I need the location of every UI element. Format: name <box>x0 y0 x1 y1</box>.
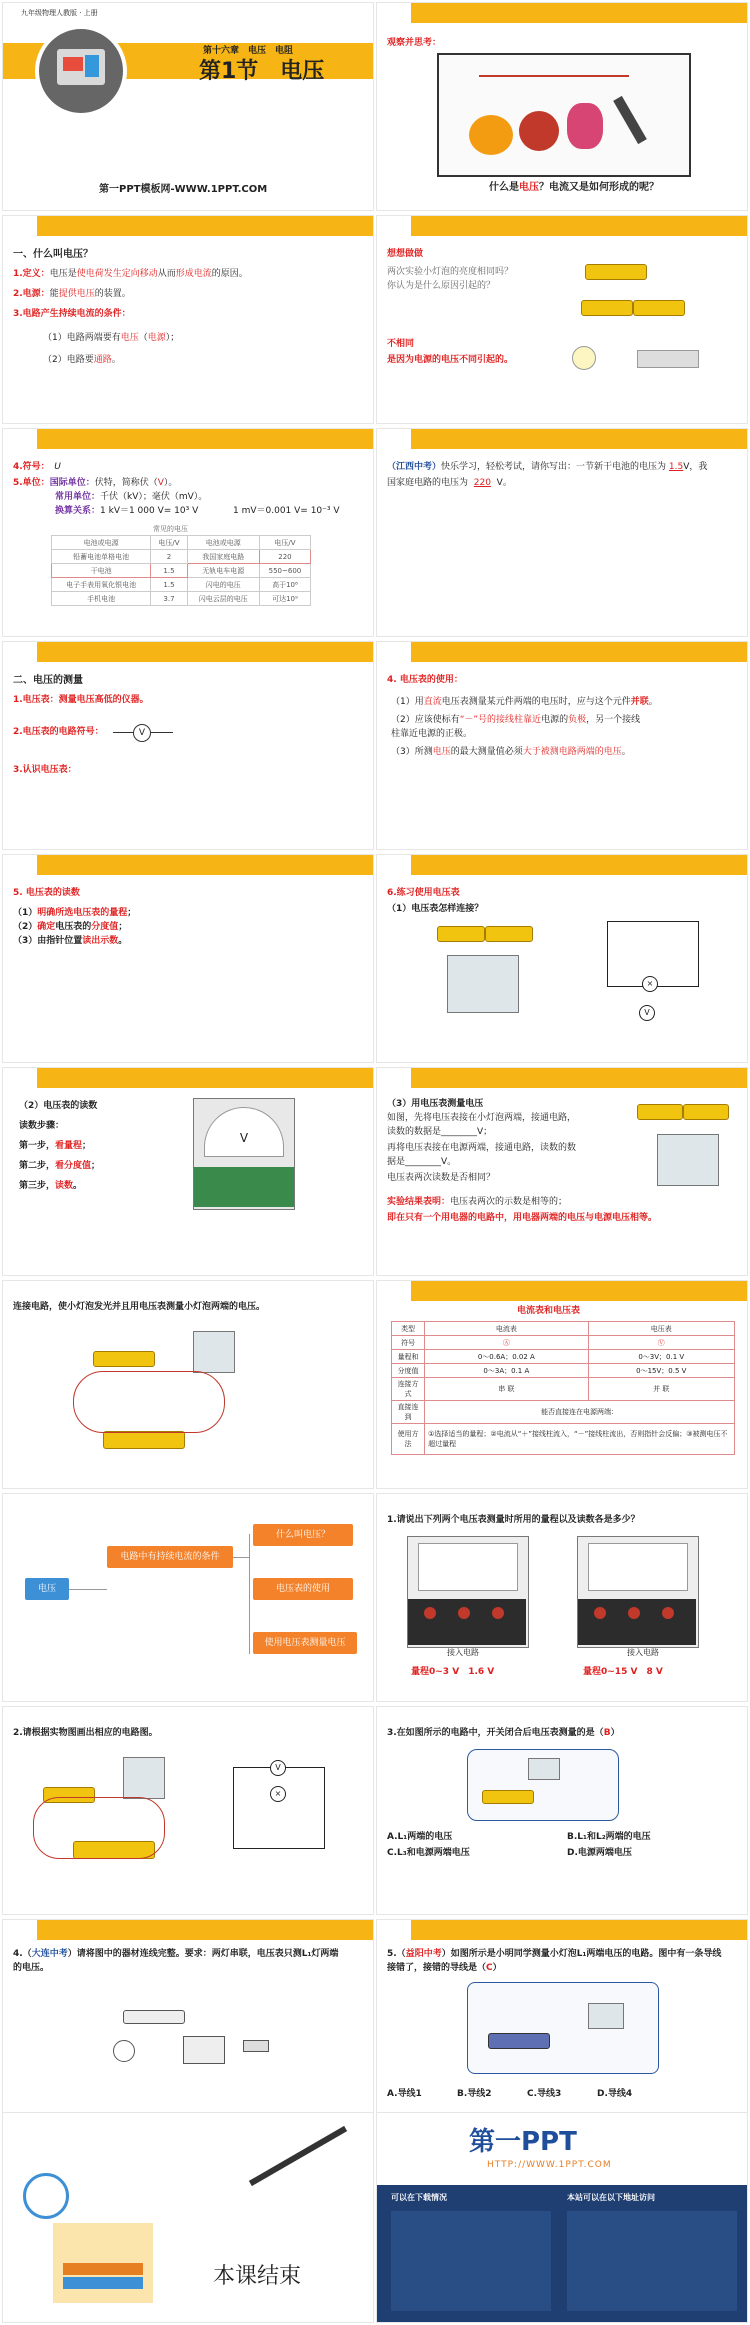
equipment-image <box>83 1990 283 2090</box>
connector <box>233 1557 249 1558</box>
slide-14 <box>376 1280 748 1489</box>
slide-3 <box>2 215 374 424</box>
symbol-label: 2.电压表的电路符号： <box>13 727 104 737</box>
table-row: 使用方法 ①选择适当的量程；②电流从“＋”接线柱流入，“－”接线柱流出，否则指针会反偏；③被测电压不超过量程 <box>392 1424 735 1455</box>
top-bar <box>377 216 747 236</box>
circuit-diagram <box>233 1763 325 1849</box>
circuit-diagram <box>607 921 699 987</box>
exam-question-2: 国家庭电路的电压为 220 V。 <box>387 478 512 488</box>
question: 4.（大连中考）请将图中的器材连线完整。要求：两灯串联，电压表只测L₁灯两端 <box>13 1949 339 1959</box>
condition-title: 3.电路产生持续电流的条件： <box>13 309 131 319</box>
step-2: （2）确定电压表的分度值； <box>13 922 128 932</box>
slide-4 <box>376 215 748 424</box>
voltmeter-image <box>657 1134 719 1186</box>
text-4: 据是________V。 <box>387 1157 457 1167</box>
top-bar <box>3 855 373 875</box>
connector <box>249 1534 250 1654</box>
definition-line: 1.定义：电压是使电荷发生定向移动从而形成电流的原因。 <box>13 269 248 279</box>
task-text: 连接电路，使小灯泡发光并且用电压表测量小灯泡两端的电压。 <box>13 1302 266 1312</box>
slide-19 <box>2 1919 374 2128</box>
footer-panel <box>377 2185 748 2322</box>
mindmap-branch-2: 电压表的使用 <box>253 1578 353 1600</box>
option-b: B.L₁和L₂两端的电压 <box>567 1832 651 1842</box>
table-row: 干电池 1.5 无轨电车电源 550~600 <box>52 564 311 578</box>
switch-image <box>637 350 699 368</box>
lamp-symbol: × <box>270 1786 286 1802</box>
footer-left-title: 可以在下载情况 <box>391 2193 447 2202</box>
option-a: A.导线1 <box>387 2089 422 2099</box>
top-bar <box>3 1920 373 1940</box>
footer-right-title: 本站可以在以下地址访问 <box>567 2193 655 2202</box>
voltmeter-symbol: V <box>270 1760 286 1776</box>
top-bar <box>3 216 373 236</box>
answer-2: 量程0~15 V 8 V <box>583 1667 663 1677</box>
end-title: 本课结束 <box>213 2264 302 2289</box>
step-2: 第二步，看分度值； <box>19 1161 101 1171</box>
logo-text: 第一PPT <box>469 2127 577 2157</box>
table-row: 直接连到 能否直接连在电源两端： <box>392 1401 735 1424</box>
common-unit-line: 常用单位：千伏（kV）；毫伏（mV）。 <box>55 492 208 502</box>
slide-18 <box>376 1706 748 1915</box>
site-label: 第一PPT模板网-WWW.1PPT.COM <box>99 184 268 195</box>
top-bar <box>377 1281 747 1301</box>
option-a: A.L₁两端的电压 <box>387 1832 453 1842</box>
table-row: 铅蓄电池单格电池 2 我国家庭电路 220 <box>52 550 311 564</box>
battery-image <box>427 921 547 945</box>
top-bar <box>377 1068 747 1088</box>
step-1: 第一步，看量程； <box>19 1141 92 1151</box>
question: （1）电压表怎样连接？ <box>387 904 484 914</box>
step-1: （1）明确所选电压表的量程； <box>13 908 137 918</box>
book-shape <box>63 2277 143 2289</box>
question: 5.（益阳中考）如图所示是小明同学测量小灯泡L₁两端电压的电路。图中有一条导线 <box>387 1949 722 1959</box>
symbol-line: 4.符号： U <box>13 462 61 472</box>
slide-heading: 想想做做 <box>387 249 424 259</box>
caption-1: 接入电路 <box>447 1648 479 1657</box>
table-header-row: 电池或电源 电压/V 电池或电源 电压/V <box>52 536 311 550</box>
voltmeter-dial-image: V <box>193 1098 295 1210</box>
fruit-battery-image <box>437 53 691 177</box>
slide-heading: 观察并思考： <box>387 38 442 48</box>
page-title: 第1节 电压 <box>199 59 325 84</box>
answer-1: 不相同 <box>387 339 415 349</box>
circuit-image <box>467 1749 619 1821</box>
mindmap-mid: 电路中有持续电流的条件 <box>107 1546 233 1568</box>
meter-image-2 <box>577 1536 699 1648</box>
slide-22 <box>376 2112 748 2323</box>
table-row: 量程和 0～0.6A；0.02 A 0～3V；0.1 V <box>392 1350 735 1364</box>
mindmap-branch-1: 什么叫电压？ <box>253 1524 353 1546</box>
battery-image <box>627 1098 737 1124</box>
top-bar <box>377 1920 747 1940</box>
caption-2: 接入电路 <box>627 1648 659 1657</box>
slide-2 <box>376 2 748 211</box>
exam-question: （江西中考）快乐学习，轻松考试，请你写出：一节新干电池的电压为 1.5V，我 <box>387 462 708 472</box>
top-bar <box>3 642 373 662</box>
top-bar <box>377 3 747 23</box>
step-3: （3）由指针位置读出示数。 <box>13 936 128 946</box>
top-bar <box>377 429 747 449</box>
battery-image-1 <box>567 260 687 280</box>
table-row: 电子手表用氧化银电池 1.5 闪电的电压 高于10⁶ <box>52 578 311 592</box>
mindmap-root: 电压 <box>25 1578 69 1600</box>
slide-1 <box>2 2 374 211</box>
rule-3: （3）所测电压的最大测量值必须大于被测电路两端的电压。 <box>391 747 631 757</box>
wiring-image <box>33 1757 173 1877</box>
table-row: 连接方式 串 联 并 联 <box>392 1378 735 1401</box>
meter-image-1 <box>407 1536 529 1648</box>
footer-left-list <box>391 2211 551 2311</box>
slide-heading: （3）用电压表测量电压 <box>387 1099 484 1109</box>
footer-right-list <box>567 2211 737 2311</box>
slide-12 <box>376 1067 748 1276</box>
answer-1: 量程0~3 V 1.6 V <box>411 1667 495 1677</box>
option-c: C.L₃和电源两端电压 <box>387 1848 470 1858</box>
table-row: 类型 电流表 电压表 <box>392 1322 735 1336</box>
question: 3.在如图所示的电路中，开关闭合后电压表测量的是（B） <box>387 1728 620 1738</box>
book-shape <box>63 2263 143 2275</box>
slide-21 <box>2 2112 374 2323</box>
voltmeter-symbol: V <box>113 724 173 740</box>
slide-8 <box>376 641 748 850</box>
table-row: 手机电池 3.7 闪电云层的电压 可达10⁹ <box>52 592 311 606</box>
text-5: 电压表两次读数是否相同？ <box>387 1173 496 1183</box>
condition-1: （1）电路两端要有电压（电源）； <box>43 333 180 343</box>
slide-9 <box>2 854 374 1063</box>
question-cont: 的电压。 <box>13 1963 50 1973</box>
voltage-table <box>51 535 311 606</box>
slide-6 <box>376 428 748 637</box>
lamp-symbol: × <box>642 976 658 992</box>
text-3: 再将电压表接在电源两端，接通电路，读数的数 <box>387 1143 577 1153</box>
battery-image-2 <box>567 296 717 320</box>
connector <box>69 1589 107 1590</box>
table-row: 符号 Ⓐ Ⓥ <box>392 1336 735 1350</box>
circuit-image <box>467 1982 659 2074</box>
option-d: D.电源两端电压 <box>567 1848 632 1858</box>
pen-illustration <box>249 2126 347 2186</box>
table-row: 分度值 0～3A；0.1 A 0～15V；0.5 V <box>392 1364 735 1378</box>
option-d: D.导线4 <box>597 2089 633 2099</box>
series-label: 九年级物理人教版 · 上册 <box>21 9 98 17</box>
slide-20 <box>376 1919 748 2128</box>
voltmeter-symbol: V <box>639 1005 655 1021</box>
section-title: 一、什么叫电压？ <box>13 249 93 260</box>
step-3: 第三步，读数。 <box>19 1181 83 1191</box>
chapter-title: 第十六章 电压 电阻 <box>203 46 294 56</box>
option-c: C.导线3 <box>527 2089 562 2099</box>
slide-heading: 5. 电压表的读数 <box>13 888 80 898</box>
voltmeter-image <box>447 955 519 1013</box>
conclusion-1: 实验结果表明：电压表两次的示数是相等的； <box>387 1197 568 1207</box>
slide-15 <box>2 1493 374 1702</box>
text-2: 读数的数据是________V； <box>387 1127 493 1137</box>
answer-2: 是因为电源的电压不同引起的。 <box>387 355 514 365</box>
unit-line: 5.单位：国际单位：伏特，简称伏（V）。 <box>13 478 178 488</box>
wiring-image <box>63 1331 243 1471</box>
text-1: 如图，先将电压表接在小灯泡两端，接通电路， <box>387 1113 577 1123</box>
comparison-table <box>391 1321 735 1455</box>
slide-heading: 6.练习使用电压表 <box>387 888 460 898</box>
slide-17 <box>2 1706 374 1915</box>
top-bar <box>3 429 373 449</box>
logo-url: HTTP://WWW.1PPT.COM <box>487 2160 612 2170</box>
top-bar <box>377 642 747 662</box>
cover-illustration <box>35 25 127 117</box>
slide-heading: 4. 电压表的使用： <box>387 675 463 685</box>
question: 1.请说出下列两个电压表测量时所用的量程以及读数各是多少？ <box>387 1515 640 1525</box>
mindmap-branch-3: 使用电压表测量电压 <box>253 1632 357 1654</box>
table-title: 电流表和电压表 <box>517 1306 581 1316</box>
question-1: 两次实验小灯泡的亮度相同吗？ <box>387 267 514 277</box>
option-b: B.导线2 <box>457 2089 492 2099</box>
recognize-label: 3.认识电压表： <box>13 765 77 775</box>
step-intro: 读数步骤： <box>19 1121 65 1131</box>
slide-16 <box>376 1493 748 1702</box>
clock-icon <box>23 2173 69 2219</box>
rule-2-cont: 柱靠近电源的正极。 <box>391 729 473 739</box>
voltmeter-def: 1.电压表：测量电压高低的仪器。 <box>13 695 149 705</box>
top-bar <box>3 1068 373 1088</box>
slide-10 <box>376 854 748 1063</box>
question-cont: 接错了，接错的导线是（C） <box>387 1963 502 1973</box>
table-title: 常见的电压 <box>153 525 188 533</box>
slide-11 <box>2 1067 374 1276</box>
condition-2: （2）电路要通路。 <box>43 355 121 365</box>
rule-1: （1）用直流电压表测量某元件两端的电压时，应与这个元件并联。 <box>391 697 658 707</box>
slide-heading: （2）电压表的读数 <box>19 1101 98 1111</box>
bulb-image <box>572 346 596 370</box>
question-text: 什么是电压？电流又是如何形成的呢？ <box>489 182 659 193</box>
question: 2.请根据实物图画出相应的电路图。 <box>13 1728 158 1738</box>
source-line: 2.电源：能提供电压的装置。 <box>13 289 131 299</box>
rule-2: （2）应该使标有“－”号的接线柱靠近电源的负极，另一个接线 <box>391 715 641 725</box>
question-2: 你认为是什么原因引起的？ <box>387 281 496 291</box>
top-bar <box>377 855 747 875</box>
conclusion-2: 即在只有一个用电器的电路中，用电器两端的电压与电源电压相等。 <box>387 1213 658 1223</box>
section-title: 二、电压的测量 <box>13 675 83 686</box>
conversion-line: 换算关系：1 kV＝1 000 V= 10³ V <box>55 506 199 516</box>
slide-5 <box>2 428 374 637</box>
slide-13 <box>2 1280 374 1489</box>
conversion-line-2: 1 mV＝0.001 V= 10⁻³ V <box>233 506 340 516</box>
slide-7 <box>2 641 374 850</box>
